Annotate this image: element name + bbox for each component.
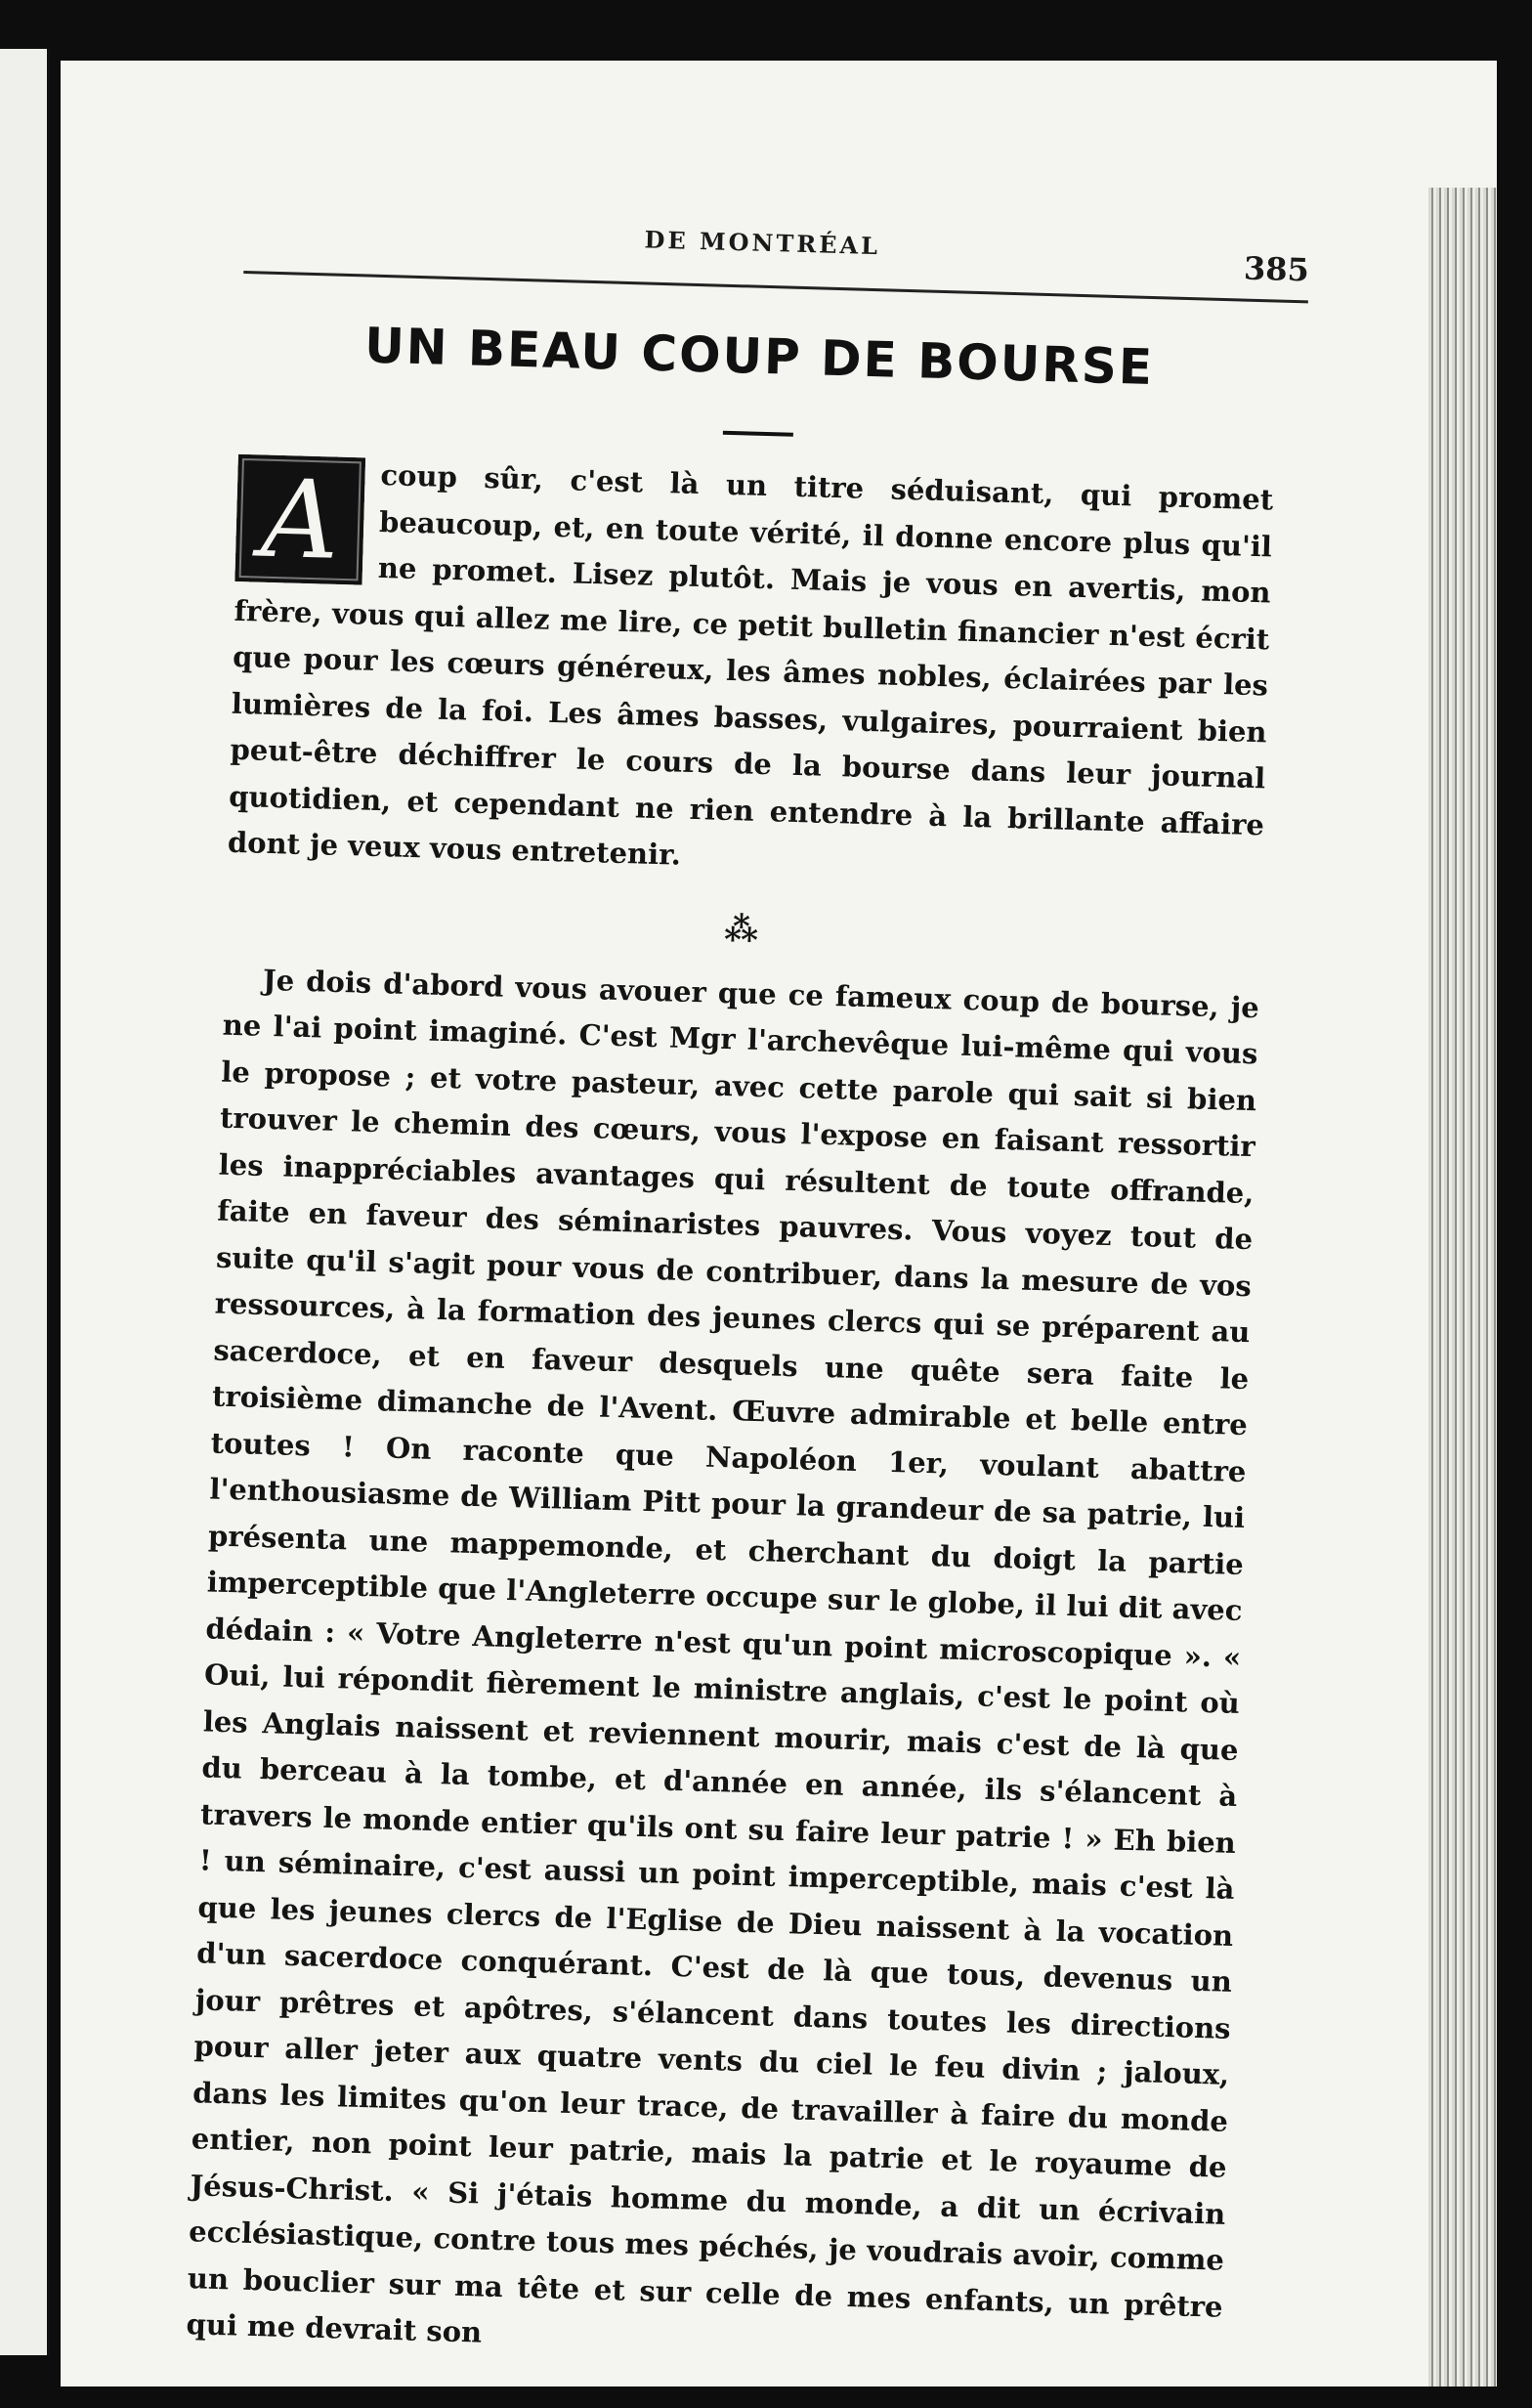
facing-page-edge [0, 49, 50, 2355]
running-head-title: DE MONTRÉAL [644, 225, 881, 261]
paragraph-2: Je dois d'abord vous avouer que ce fameux coup de bourse, je ne l'ai point imaginé. C'est Mgr l'archevêque lui-même qui vous le propose ; et votre pasteur, avec cette parole qui sait si bien trouver le chemin des cœurs, vous l'expose en faisant ressortir les inappréciables avantages qui résultent de toute offrande, faite en faveur des séminaristes pauvres. Vous voyez tout de suite qu'il s'agit pour vous de contribuer, dans la mesure de vos ressources, à la formation des jeunes clercs qui se préparent au sacerdoce, et en faveur desquels une quête sera faite le troisième dimanche de l'Avent. Œuvre admirable et belle entre toutes ! On raconte que Napoléon 1er, voulant abattre l'enthousiasme de William Pitt pour la grandeur de sa patrie, lui présenta une mappemonde, et cherchant du doigt la partie imperceptible que l'Angleterre occupe sur le globe, il lui dit avec dédain : « Votre Angleterre n'est qu'un point microscopique ». « Oui, lui répondit fièrement le ministre anglais, c'est le point où les Anglais naissent et reviennent mourir, mais c'est de là que du berceau à la tombe, et d'année en année, ils s'élancent à travers le monde entier qu'ils ont su faire leur patrie ! » Eh bien ! un séminaire, c'est aussi un point imperceptible, mais c'est là que les jeunes clercs de l'Eglise de Dieu naissent à la vocation d'un sacerdoce conquérant. C'est de là que tous, devenus un jour prêtres et apôtres, s'élancent dans toutes les directions pour aller jeter aux quatre vents du ciel le feu divin ; jaloux, dans les limites qu'on leur trace, de travailler à faire du monde entier, non point leur patrie, mais la patrie et le royaume de Jésus-Christ. « Si j'étais homme du monde, a dit un écrivain ecclésiastique, contre tous mes péchés, je voudrais avoir, comme un bouclier sur ma tête et sur celle de mes enfants, un prêtre qui me devrait son [186, 963, 1260, 2349]
paragraph-1-text: coup sûr, c'est là un titre séduisant, qui promet beaucoup, et, en toute vérité, il donne encore plus qu'il ne promet. Lisez plutôt. Mais je vous en avertis, mon frère, vous qui allez me lire, ce petit bulletin financier n'est écrit que pour les cœurs généreux, les âmes nobles, éclairées par les lumières de la foi. Les âmes basses, vulgaires, pourraient bien peut-être déchiffrer le cours de la bourse dans leur journal quotidien, et cependant ne rien entendre à la brillante affaire dont je veux vous entretenir. [227, 457, 1274, 872]
drop-cap-initial: A [234, 454, 365, 585]
article-title: UN BEAU COUP DE BOURSE [363, 317, 1155, 397]
paragraph-1 [227, 449, 1274, 895]
title-rule [723, 431, 793, 437]
page-stack-edge [1428, 188, 1497, 2386]
running-head [244, 214, 1310, 292]
book-page [61, 61, 1497, 2386]
section-asterism: ⁂ [723, 909, 763, 950]
article-body [186, 449, 1274, 2377]
printed-sheet [67, 45, 1402, 2405]
page-number: 385 [1243, 249, 1310, 289]
